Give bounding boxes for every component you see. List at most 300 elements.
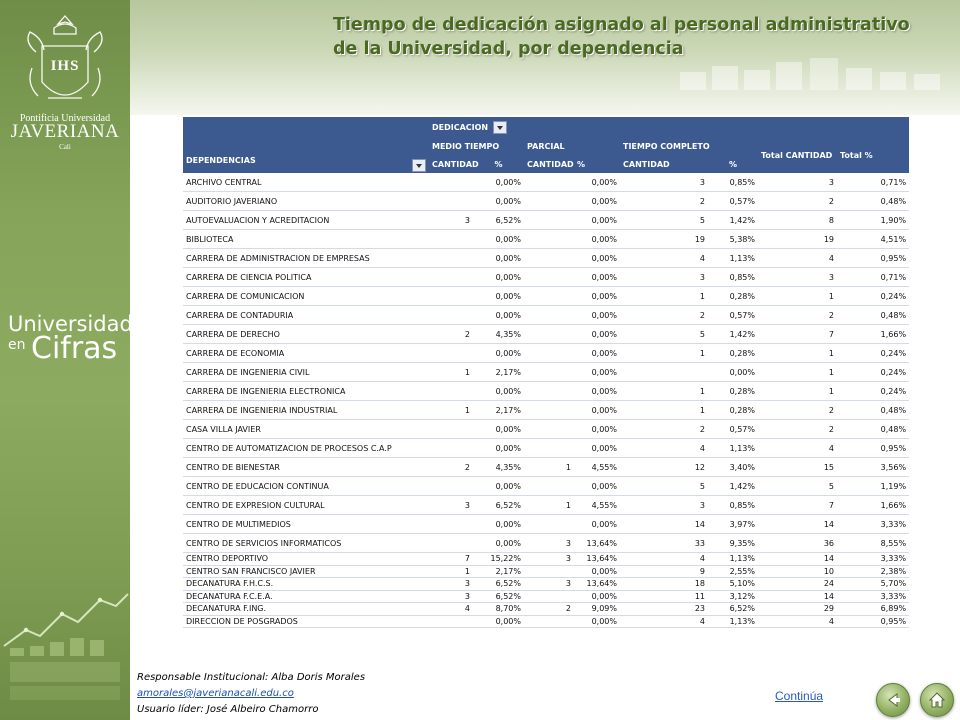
cell-tiempo-completo-cantidad: 1 <box>620 401 708 420</box>
cell-tiempo-completo-cantidad: 5 <box>620 477 708 496</box>
cell-tiempo-completo-pct: 0,57% <box>708 192 758 211</box>
cell-dependencia: CENTRO DE BIENESTAR <box>183 458 429 477</box>
cell-tiempo-completo-pct: 1,13% <box>708 615 758 628</box>
cell-medio-tiempo-cantidad <box>429 230 473 249</box>
table-row <box>183 565 909 578</box>
email-link[interactable]: amorales@javerianacali.edu.co <box>137 688 294 699</box>
cell-total-pct: 3,33% <box>837 590 909 603</box>
cell-tiempo-completo-cantidad: 3 <box>620 173 708 192</box>
header-cantidad: CANTIDAD <box>524 155 574 173</box>
cell-dependencia: DIRECCION DE POSGRADOS <box>183 615 429 628</box>
table-row <box>183 590 909 603</box>
cell-medio-tiempo-pct: 0,00% <box>473 515 524 534</box>
cell-parcial-cantidad <box>524 615 574 628</box>
cell-parcial-pct: 0,00% <box>574 382 620 401</box>
cell-tiempo-completo-cantidad: 1 <box>620 382 708 401</box>
cell-medio-tiempo-cantidad: 1 <box>429 363 473 382</box>
dedicacion-filter-icon[interactable] <box>493 121 507 134</box>
cell-total-pct: 3,33% <box>837 553 909 566</box>
cell-total-cantidad: 24 <box>758 578 837 591</box>
table-row <box>183 192 909 211</box>
cell-total-pct: 4,51% <box>837 230 909 249</box>
cell-medio-tiempo-cantidad <box>429 306 473 325</box>
brand-en: en <box>8 337 26 353</box>
cell-parcial-cantidad: 1 <box>524 458 574 477</box>
header-blank <box>183 117 429 137</box>
cell-medio-tiempo-pct: 0,00% <box>473 439 524 458</box>
brand-cifras: Cifras <box>31 331 118 366</box>
cell-dependencia: CARRERA DE COMUNICACION <box>183 287 429 306</box>
cell-parcial-cantidad <box>524 515 574 534</box>
cell-medio-tiempo-cantidad <box>429 249 473 268</box>
header-dedicacion <box>429 117 909 137</box>
cell-medio-tiempo-cantidad: 3 <box>429 211 473 230</box>
cell-parcial-cantidad <box>524 344 574 363</box>
cell-parcial-pct: 4,55% <box>574 458 620 477</box>
cell-dependencia: CENTRO DE EXPRESION CULTURAL <box>183 496 429 515</box>
cell-total-pct: 0,48% <box>837 306 909 325</box>
cell-parcial-pct: 0,00% <box>574 306 620 325</box>
cell-tiempo-completo-cantidad: 1 <box>620 344 708 363</box>
header-blank <box>183 137 429 155</box>
cell-tiempo-completo-cantidad: 14 <box>620 515 708 534</box>
cell-tiempo-completo-cantidad: 23 <box>620 603 708 616</box>
cell-parcial-cantidad <box>524 192 574 211</box>
header-pct: % <box>708 155 758 173</box>
cell-total-pct: 0,24% <box>837 382 909 401</box>
cell-total-cantidad: 2 <box>758 420 837 439</box>
header-medio-tiempo: MEDIO TIEMPO <box>429 137 524 155</box>
cell-total-pct: 0,24% <box>837 363 909 382</box>
cell-medio-tiempo-pct: 0,00% <box>473 249 524 268</box>
back-arrow-icon <box>883 690 903 710</box>
cell-total-pct: 0,95% <box>837 439 909 458</box>
responsable-text: Responsable Institucional: Alba Doris Morales <box>137 672 366 683</box>
cell-medio-tiempo-cantidad <box>429 439 473 458</box>
cell-medio-tiempo-pct: 15,22% <box>473 553 524 566</box>
cell-dependencia: DECANATURA F.H.C.S. <box>183 578 429 591</box>
table-row <box>183 363 909 382</box>
table-row <box>183 603 909 616</box>
cell-tiempo-completo-cantidad: 9 <box>620 565 708 578</box>
table-row <box>183 420 909 439</box>
cell-tiempo-completo-pct: 6,52% <box>708 603 758 616</box>
header-pct: % <box>473 155 524 173</box>
cell-parcial-cantidad <box>524 268 574 287</box>
header-dependencias-label: DEPENDENCIAS <box>186 156 256 165</box>
cell-medio-tiempo-pct: 0,00% <box>473 534 524 553</box>
sidebar <box>0 0 133 720</box>
cell-medio-tiempo-pct: 6,52% <box>473 578 524 591</box>
cell-tiempo-completo-cantidad: 19 <box>620 230 708 249</box>
table-row <box>183 230 909 249</box>
home-icon <box>927 690 947 710</box>
cell-dependencia: CENTRO DE EDUCACION CONTINUA <box>183 477 429 496</box>
cell-medio-tiempo-cantidad <box>429 420 473 439</box>
cell-medio-tiempo-pct: 0,00% <box>473 382 524 401</box>
cell-medio-tiempo-pct: 8,70% <box>473 603 524 616</box>
cell-parcial-pct: 0,00% <box>574 268 620 287</box>
cell-tiempo-completo-cantidad: 4 <box>620 553 708 566</box>
cell-tiempo-completo-pct: 0,28% <box>708 287 758 306</box>
cell-medio-tiempo-pct: 0,00% <box>473 477 524 496</box>
cell-tiempo-completo-cantidad: 2 <box>620 306 708 325</box>
table-row <box>183 325 909 344</box>
cell-parcial-pct: 0,00% <box>574 363 620 382</box>
cell-medio-tiempo-cantidad: 3 <box>429 578 473 591</box>
cell-medio-tiempo-pct: 0,00% <box>473 192 524 211</box>
cell-parcial-pct: 0,00% <box>574 439 620 458</box>
cell-medio-tiempo-cantidad: 7 <box>429 553 473 566</box>
cell-total-cantidad: 3 <box>758 268 837 287</box>
cell-parcial-cantidad: 1 <box>524 496 574 515</box>
cell-parcial-cantidad <box>524 420 574 439</box>
table-row <box>183 477 909 496</box>
table-header <box>183 117 909 173</box>
cell-tiempo-completo-cantidad: 12 <box>620 458 708 477</box>
cell-parcial-pct: 0,00% <box>574 249 620 268</box>
cell-medio-tiempo-pct: 2,17% <box>473 401 524 420</box>
table-row <box>183 615 909 628</box>
page-title-line2: de la Universidad, por dependencia <box>333 39 684 59</box>
header-total-cantidad: Total CANTIDAD <box>758 137 837 173</box>
cell-parcial-pct: 0,00% <box>574 211 620 230</box>
footer-credits <box>137 670 365 718</box>
cell-total-pct: 6,89% <box>837 603 909 616</box>
cell-tiempo-completo-pct: 0,28% <box>708 382 758 401</box>
cell-parcial-pct: 0,00% <box>574 344 620 363</box>
cell-dependencia: CARRERA DE ADMINISTRACION DE EMPRESAS <box>183 249 429 268</box>
cell-parcial-cantidad: 3 <box>524 578 574 591</box>
cell-medio-tiempo-cantidad <box>429 534 473 553</box>
continua-link[interactable]: Continúa <box>775 689 824 703</box>
cell-medio-tiempo-pct: 0,00% <box>473 287 524 306</box>
cell-tiempo-completo-pct: 3,97% <box>708 515 758 534</box>
cell-tiempo-completo-pct: 2,55% <box>708 565 758 578</box>
table-row <box>183 268 909 287</box>
cell-dependencia: CARRERA DE INGENIERIA CIVIL <box>183 363 429 382</box>
cell-medio-tiempo-cantidad <box>429 344 473 363</box>
header-tiempo-completo: TIEMPO COMPLETO <box>620 137 758 155</box>
cell-tiempo-completo-pct: 0,57% <box>708 306 758 325</box>
cell-tiempo-completo-pct: 3,40% <box>708 458 758 477</box>
cell-total-cantidad: 19 <box>758 230 837 249</box>
cell-tiempo-completo-pct: 9,35% <box>708 534 758 553</box>
usuario-lider-text: Usuario líder: José Albeiro Chamorro <box>137 704 319 715</box>
table-row <box>183 287 909 306</box>
cell-tiempo-completo-pct: 1,13% <box>708 553 758 566</box>
cell-total-pct: 0,48% <box>837 192 909 211</box>
cell-tiempo-completo-cantidad <box>620 363 708 382</box>
cell-tiempo-completo-pct: 5,38% <box>708 230 758 249</box>
cell-tiempo-completo-cantidad: 4 <box>620 439 708 458</box>
cell-total-cantidad: 36 <box>758 534 837 553</box>
cell-medio-tiempo-pct: 6,52% <box>473 496 524 515</box>
cell-tiempo-completo-cantidad: 1 <box>620 287 708 306</box>
cell-total-cantidad: 4 <box>758 615 837 628</box>
cell-medio-tiempo-cantidad <box>429 615 473 628</box>
cell-parcial-pct: 4,55% <box>574 496 620 515</box>
table-row <box>183 249 909 268</box>
decorative-growth-graph-icon <box>0 560 130 720</box>
cell-total-cantidad: 14 <box>758 590 837 603</box>
cell-dependencia: CARRERA DE CIENCIA POLITICA <box>183 268 429 287</box>
cell-parcial-cantidad <box>524 230 574 249</box>
table-row <box>183 534 909 553</box>
cell-total-pct: 0,71% <box>837 173 909 192</box>
cell-dependencia: CASA VILLA JAVIER <box>183 420 429 439</box>
cell-total-cantidad: 2 <box>758 401 837 420</box>
cell-total-cantidad: 4 <box>758 249 837 268</box>
cell-total-pct: 1,19% <box>837 477 909 496</box>
cell-medio-tiempo-pct: 0,00% <box>473 420 524 439</box>
cell-tiempo-completo-pct: 0,57% <box>708 420 758 439</box>
cell-dependencia: CARRERA DE CONTADURIA <box>183 306 429 325</box>
cell-medio-tiempo-cantidad <box>429 287 473 306</box>
university-name-line3: Cali <box>59 143 71 151</box>
header-banner <box>130 0 960 115</box>
cell-dependencia: CENTRO DEPORTIVO <box>183 553 429 566</box>
cell-medio-tiempo-pct: 4,35% <box>473 458 524 477</box>
cell-tiempo-completo-pct: 1,13% <box>708 249 758 268</box>
cell-dependencia: CARRERA DE DERECHO <box>183 325 429 344</box>
cell-dependencia: ARCHIVO CENTRAL <box>183 173 429 192</box>
cell-total-pct: 1,66% <box>837 496 909 515</box>
cell-parcial-cantidad <box>524 325 574 344</box>
cell-parcial-cantidad <box>524 439 574 458</box>
cell-dependencia: DECANATURA F.ING. <box>183 603 429 616</box>
cell-total-cantidad: 7 <box>758 325 837 344</box>
cell-parcial-pct: 0,00% <box>574 173 620 192</box>
header-total-pct: Total % <box>837 137 909 173</box>
cell-tiempo-completo-cantidad: 5 <box>620 211 708 230</box>
cell-total-cantidad: 1 <box>758 363 837 382</box>
cell-medio-tiempo-cantidad: 3 <box>429 496 473 515</box>
cell-medio-tiempo-cantidad: 1 <box>429 565 473 578</box>
cell-total-cantidad: 2 <box>758 306 837 325</box>
cell-total-pct: 0,95% <box>837 615 909 628</box>
cell-total-cantidad: 7 <box>758 496 837 515</box>
table-row <box>183 578 909 591</box>
cell-parcial-pct: 0,00% <box>574 192 620 211</box>
cell-total-pct: 0,48% <box>837 420 909 439</box>
table-row <box>183 344 909 363</box>
cell-parcial-pct: 13,64% <box>574 553 620 566</box>
dependencias-filter-icon[interactable] <box>412 159 426 172</box>
crest-letters: IHS <box>50 58 80 74</box>
cell-total-cantidad: 10 <box>758 565 837 578</box>
cell-total-cantidad: 1 <box>758 287 837 306</box>
cell-dependencia: DECANATURA F.C.E.A. <box>183 590 429 603</box>
cell-dependencia: AUDITORIO JAVERIANO <box>183 192 429 211</box>
cell-parcial-pct: 0,00% <box>574 325 620 344</box>
cell-tiempo-completo-cantidad: 5 <box>620 325 708 344</box>
cell-parcial-pct: 13,64% <box>574 578 620 591</box>
cell-parcial-pct: 13,64% <box>574 534 620 553</box>
cell-parcial-cantidad <box>524 477 574 496</box>
cell-tiempo-completo-cantidad: 11 <box>620 590 708 603</box>
cell-total-cantidad: 14 <box>758 515 837 534</box>
cell-parcial-cantidad: 3 <box>524 534 574 553</box>
cell-parcial-cantidad <box>524 363 574 382</box>
cell-parcial-cantidad: 2 <box>524 603 574 616</box>
cell-dependencia: CARRERA DE INGENIERIA INDUSTRIAL <box>183 401 429 420</box>
table-row <box>183 382 909 401</box>
cell-total-cantidad: 2 <box>758 192 837 211</box>
header-cantidad: CANTIDAD <box>620 155 708 173</box>
cell-tiempo-completo-pct: 3,12% <box>708 590 758 603</box>
cell-total-pct: 8,55% <box>837 534 909 553</box>
cell-total-cantidad: 14 <box>758 553 837 566</box>
cell-medio-tiempo-pct: 6,52% <box>473 590 524 603</box>
cell-medio-tiempo-cantidad: 2 <box>429 458 473 477</box>
cell-parcial-cantidad <box>524 287 574 306</box>
cell-total-cantidad: 5 <box>758 477 837 496</box>
home-button[interactable] <box>920 683 954 717</box>
cell-medio-tiempo-pct: 0,00% <box>473 306 524 325</box>
cell-total-cantidad: 3 <box>758 173 837 192</box>
cell-tiempo-completo-cantidad: 3 <box>620 268 708 287</box>
cell-parcial-cantidad <box>524 401 574 420</box>
page-title <box>333 13 960 61</box>
cell-total-cantidad: 4 <box>758 439 837 458</box>
cell-parcial-cantidad <box>524 211 574 230</box>
table-row <box>183 401 909 420</box>
brand-universidad: Universidad <box>8 312 133 336</box>
cell-tiempo-completo-pct: 0,00% <box>708 363 758 382</box>
cell-medio-tiempo-cantidad: 1 <box>429 401 473 420</box>
cell-parcial-cantidad <box>524 565 574 578</box>
cell-total-pct: 2,38% <box>837 565 909 578</box>
university-name-line2: JAVERIANA <box>10 121 120 142</box>
cell-medio-tiempo-cantidad <box>429 173 473 192</box>
table-row <box>183 553 909 566</box>
cell-tiempo-completo-cantidad: 4 <box>620 249 708 268</box>
cell-parcial-pct: 0,00% <box>574 477 620 496</box>
cell-parcial-cantidad <box>524 306 574 325</box>
cell-dependencia: BIBLIOTECA <box>183 230 429 249</box>
cell-parcial-pct: 0,00% <box>574 420 620 439</box>
cell-parcial-pct: 0,00% <box>574 401 620 420</box>
cell-tiempo-completo-pct: 0,28% <box>708 401 758 420</box>
table-row <box>183 211 909 230</box>
cell-medio-tiempo-pct: 2,17% <box>473 363 524 382</box>
cell-dependencia: CARRERA DE INGENIERIA ELECTRONICA <box>183 382 429 401</box>
dedication-table-container <box>183 117 909 628</box>
cell-total-pct: 0,71% <box>837 268 909 287</box>
cell-dependencia: CARRERA DE ECONOMIA <box>183 344 429 363</box>
table-body <box>183 173 909 628</box>
cell-tiempo-completo-cantidad: 4 <box>620 615 708 628</box>
cell-tiempo-completo-cantidad: 2 <box>620 420 708 439</box>
cell-tiempo-completo-cantidad: 2 <box>620 192 708 211</box>
cell-dependencia: AUTOEVALUACION Y ACREDITACION <box>183 211 429 230</box>
page-title-line1: Tiempo de dedicación asignado al personal administrativo <box>333 15 910 35</box>
cell-medio-tiempo-pct: 6,52% <box>473 211 524 230</box>
cell-medio-tiempo-pct: 0,00% <box>473 344 524 363</box>
cell-total-cantidad: 1 <box>758 382 837 401</box>
cell-medio-tiempo-cantidad <box>429 268 473 287</box>
cell-tiempo-completo-pct: 0,85% <box>708 173 758 192</box>
cell-tiempo-completo-pct: 0,28% <box>708 344 758 363</box>
cell-parcial-cantidad: 3 <box>524 553 574 566</box>
cell-medio-tiempo-pct: 0,00% <box>473 173 524 192</box>
header-parcial: PARCIAL <box>524 137 620 155</box>
cell-total-cantidad: 15 <box>758 458 837 477</box>
cell-tiempo-completo-pct: 1,42% <box>708 325 758 344</box>
cell-parcial-cantidad <box>524 382 574 401</box>
cell-medio-tiempo-cantidad <box>429 192 473 211</box>
table-row <box>183 458 909 477</box>
table-row <box>183 496 909 515</box>
cell-medio-tiempo-pct: 0,00% <box>473 230 524 249</box>
cell-medio-tiempo-cantidad: 3 <box>429 590 473 603</box>
cell-dependencia: CENTRO DE MULTIMEDIOS <box>183 515 429 534</box>
cell-total-pct: 3,56% <box>837 458 909 477</box>
cell-parcial-pct: 0,00% <box>574 615 620 628</box>
cell-medio-tiempo-cantidad <box>429 382 473 401</box>
cell-total-cantidad: 8 <box>758 211 837 230</box>
cell-total-pct: 5,70% <box>837 578 909 591</box>
cell-medio-tiempo-pct: 2,17% <box>473 565 524 578</box>
cell-tiempo-completo-pct: 0,85% <box>708 496 758 515</box>
cell-total-cantidad: 29 <box>758 603 837 616</box>
cell-tiempo-completo-pct: 1,42% <box>708 211 758 230</box>
cell-parcial-pct: 0,00% <box>574 590 620 603</box>
cell-total-pct: 0,24% <box>837 287 909 306</box>
cell-parcial-pct: 0,00% <box>574 515 620 534</box>
cell-dependencia: CENTRO DE SERVICIOS INFORMATICOS <box>183 534 429 553</box>
cell-tiempo-completo-pct: 0,85% <box>708 268 758 287</box>
header-dedicacion-label: DEDICACION <box>432 122 489 132</box>
cell-dependencia: CENTRO SAN FRANCISCO JAVIER <box>183 565 429 578</box>
header-pct: % <box>574 155 620 173</box>
cell-medio-tiempo-cantidad <box>429 515 473 534</box>
cell-total-cantidad: 1 <box>758 344 837 363</box>
cell-dependencia: CENTRO DE AUTOMATIZACION DE PROCESOS C.A.P <box>183 439 429 458</box>
cell-tiempo-completo-cantidad: 33 <box>620 534 708 553</box>
cell-tiempo-completo-pct: 1,13% <box>708 439 758 458</box>
table-row <box>183 306 909 325</box>
back-button[interactable] <box>876 683 910 717</box>
cell-tiempo-completo-pct: 5,10% <box>708 578 758 591</box>
cell-parcial-pct: 9,09% <box>574 603 620 616</box>
cell-parcial-cantidad <box>524 249 574 268</box>
cell-tiempo-completo-cantidad: 18 <box>620 578 708 591</box>
cell-total-pct: 0,48% <box>837 401 909 420</box>
cell-total-pct: 1,66% <box>837 325 909 344</box>
header-dependencias <box>183 155 429 173</box>
table-row <box>183 439 909 458</box>
cell-medio-tiempo-cantidad: 2 <box>429 325 473 344</box>
cell-total-pct: 0,24% <box>837 344 909 363</box>
cell-medio-tiempo-pct: 0,00% <box>473 268 524 287</box>
cell-medio-tiempo-cantidad: 4 <box>429 603 473 616</box>
header-cantidad: CANTIDAD <box>429 155 473 173</box>
cell-medio-tiempo-pct: 4,35% <box>473 325 524 344</box>
cell-tiempo-completo-cantidad: 3 <box>620 496 708 515</box>
cell-parcial-cantidad <box>524 173 574 192</box>
cell-medio-tiempo-cantidad <box>429 477 473 496</box>
table-row <box>183 515 909 534</box>
cell-parcial-cantidad <box>524 590 574 603</box>
cell-parcial-pct: 0,00% <box>574 287 620 306</box>
university-name-line1: Pontificia Universidad <box>19 113 111 124</box>
cell-parcial-pct: 0,00% <box>574 565 620 578</box>
cell-tiempo-completo-pct: 1,42% <box>708 477 758 496</box>
cell-total-pct: 0,95% <box>837 249 909 268</box>
cell-parcial-pct: 0,00% <box>574 230 620 249</box>
